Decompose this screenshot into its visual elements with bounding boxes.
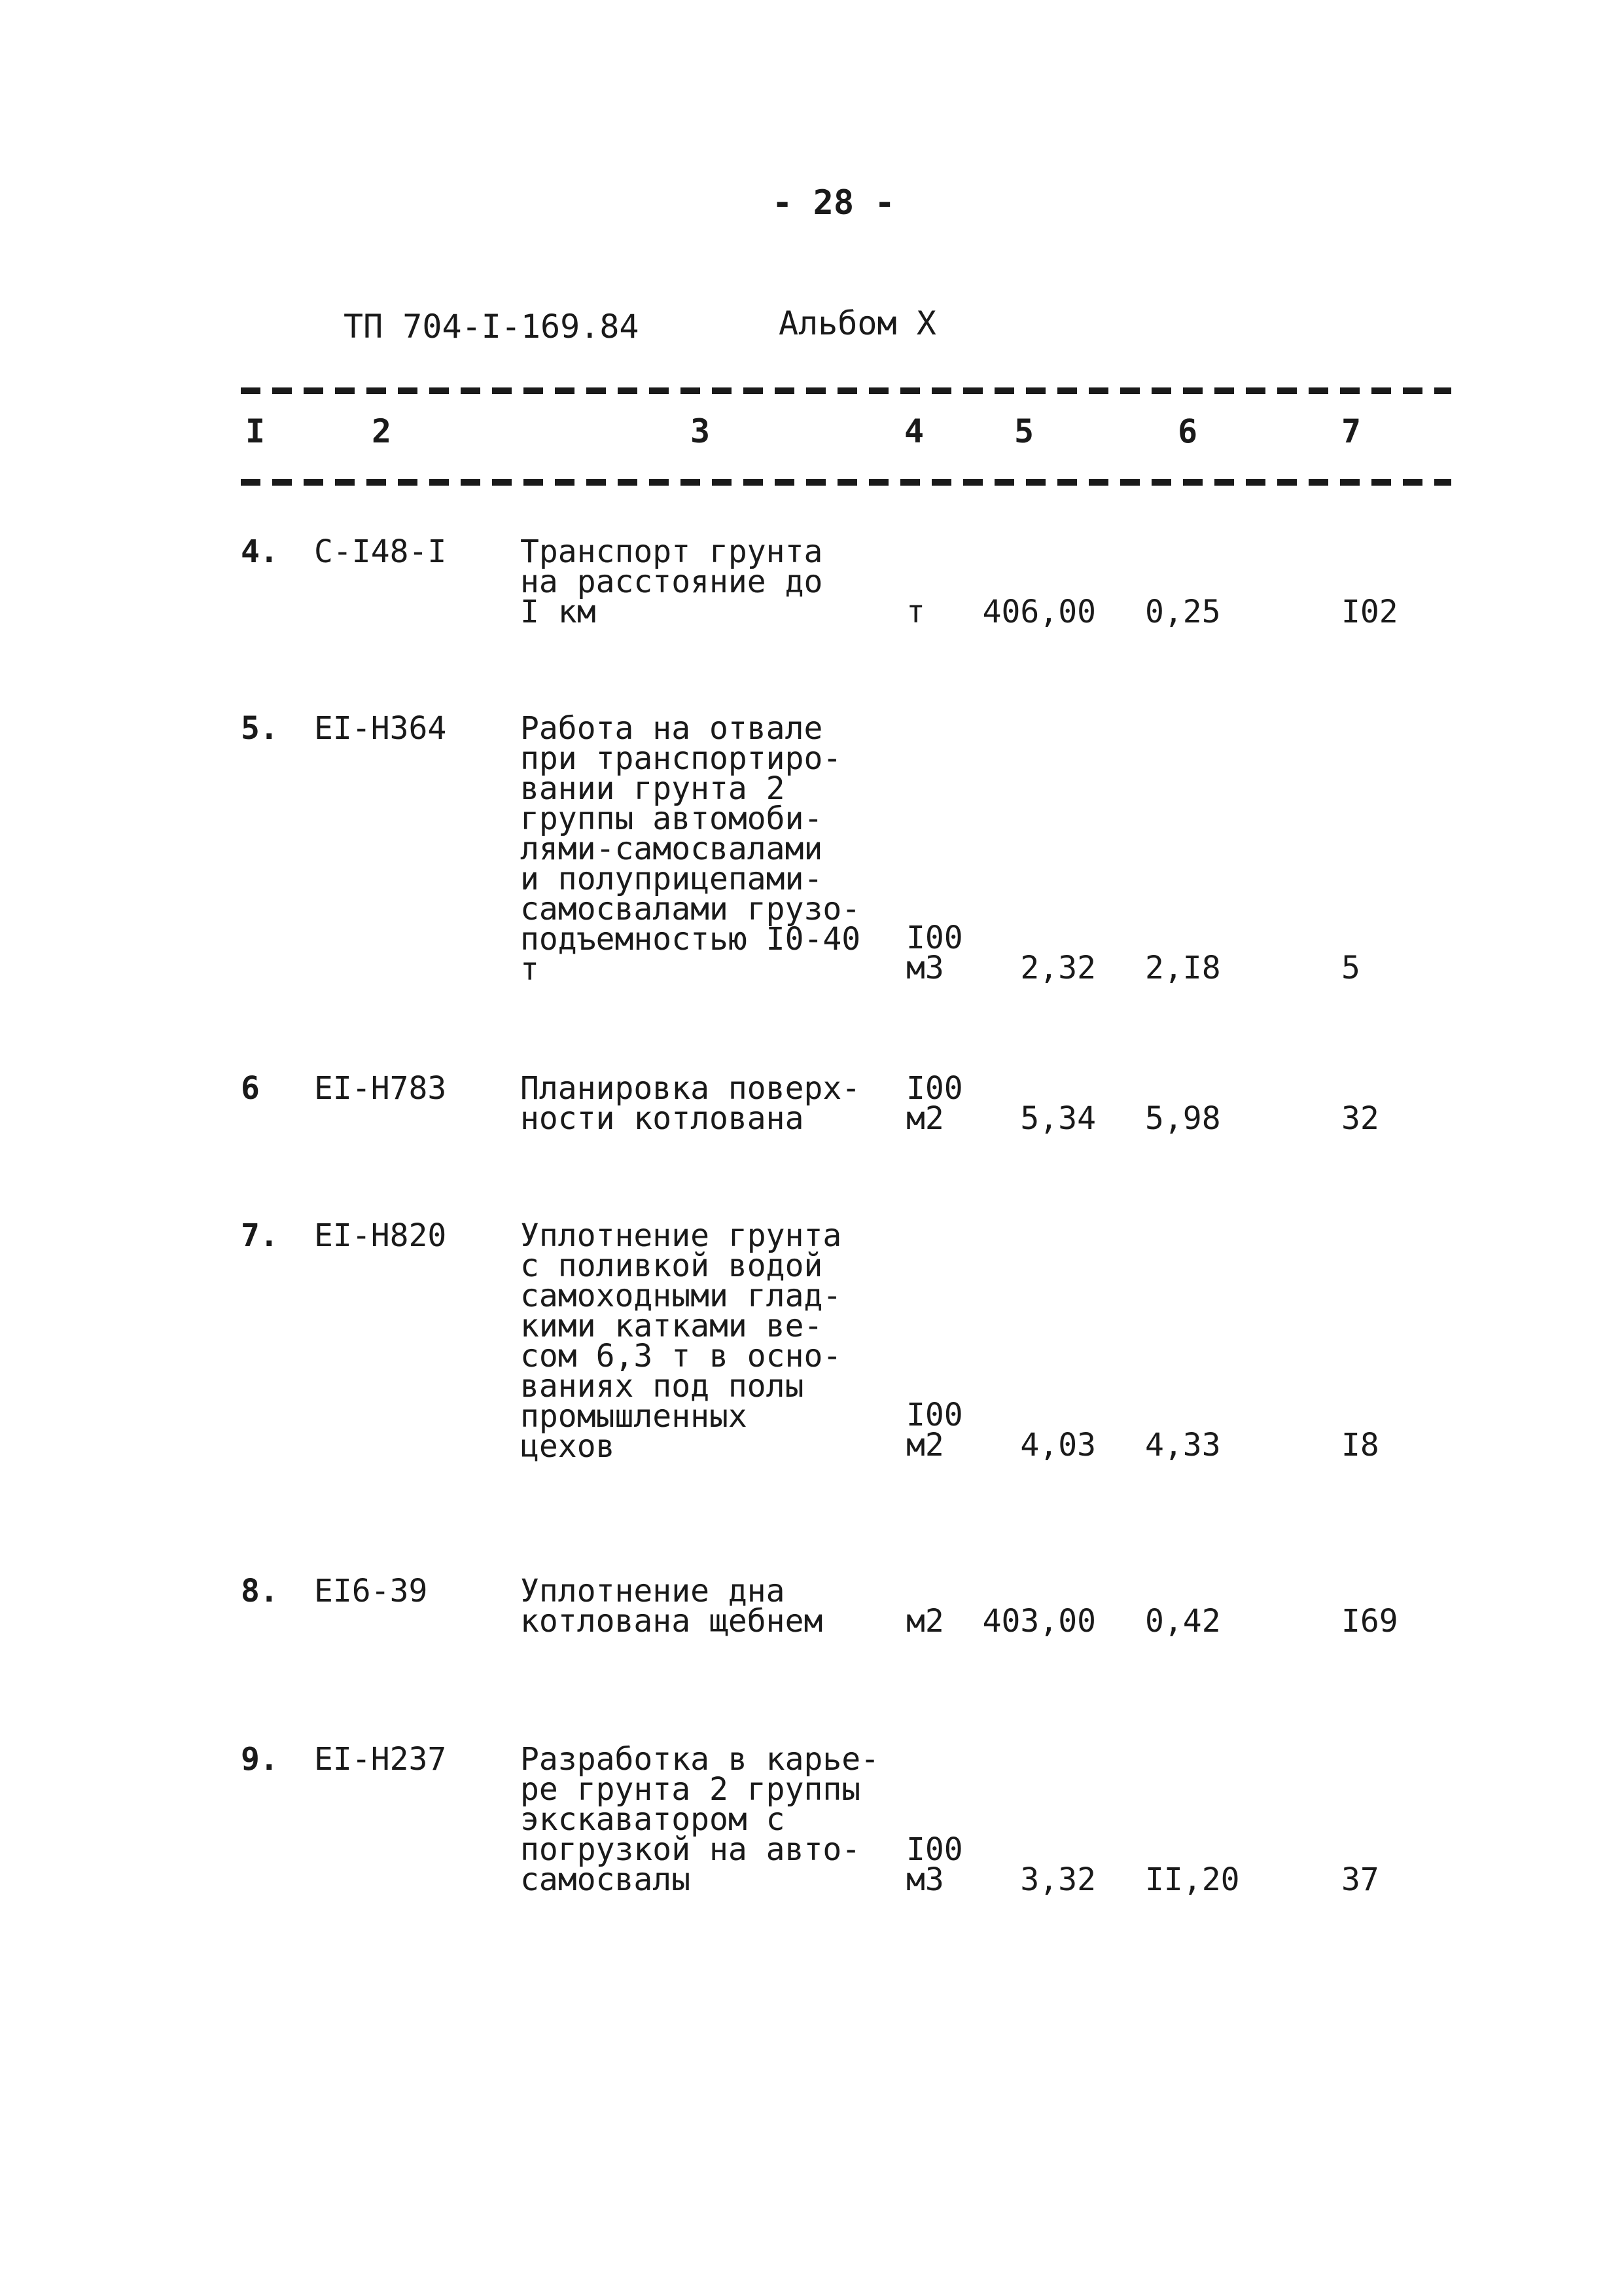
column-header-2: 2 [372, 412, 392, 450]
row-value-6: 2,I8 [1145, 950, 1221, 986]
row-number: 6 [241, 1070, 260, 1107]
row-value-7: 37 [1341, 1861, 1379, 1898]
row-code: ЕI6-39 [314, 1573, 428, 1609]
column-header-3: 3 [690, 412, 711, 450]
row-value-5: 4,03 [1020, 1427, 1096, 1463]
row-value-6: 4,33 [1145, 1427, 1221, 1463]
row-unit: т [906, 594, 925, 630]
row-code: ЕI-Н820 [314, 1217, 447, 1254]
row-description: Уплотнение грунта с поливкой водой самоходными глад- кими катками ве- сом 6,3 т в осно- ваниях под полы промышленных цехов [520, 1217, 842, 1465]
column-header-6: 6 [1178, 412, 1198, 450]
row-code: ЕI-Н783 [314, 1070, 447, 1107]
row-value-7: I02 [1341, 594, 1398, 630]
column-header-7: 7 [1341, 412, 1362, 450]
row-unit: I00 м3 [906, 1831, 963, 1898]
row-description: Работа на отвале при транспортиро- вании грунта 2 группы автомоби- лями-самосвалами и полуприцепами- самосвалами грузо- подъемностью I0-40 т [520, 710, 861, 988]
page-number: - 28 - [772, 183, 895, 223]
row-value-6: 5,98 [1145, 1100, 1221, 1137]
column-header-5: 5 [1014, 412, 1034, 450]
row-value-5: 5,34 [1020, 1100, 1096, 1137]
row-description: Разработка в карье- ре грунта 2 группы экскаватором с погрузкой на авто- самосвалы [520, 1741, 880, 1898]
row-unit: I00 м2 [906, 1070, 963, 1137]
row-code: ЕI-Н364 [314, 710, 447, 747]
row-number: 4. [241, 533, 279, 570]
row-number: 7. [241, 1217, 279, 1254]
album-label: Альбом X [779, 304, 936, 342]
row-value-6: 0,42 [1145, 1603, 1221, 1640]
header-bottom-dashed-rule [241, 479, 1451, 486]
row-unit: м2 [906, 1603, 944, 1640]
row-description: Транспорт грунта на расстояние до I км [520, 533, 823, 630]
row-value-6: 0,25 [1145, 594, 1221, 630]
row-value-5: 2,32 [1020, 950, 1096, 986]
row-value-5: 406,00 [982, 594, 1096, 630]
header-top-dashed-rule [241, 387, 1451, 394]
row-value-7: I8 [1341, 1427, 1379, 1463]
row-description: Планировка поверх- ности котлована [520, 1070, 861, 1137]
row-unit: I00 м2 [906, 1397, 963, 1463]
row-value-6: II,20 [1145, 1861, 1240, 1898]
row-code: С-I48-I [314, 533, 447, 570]
row-number: 9. [241, 1741, 279, 1778]
row-number: 5. [241, 710, 279, 747]
row-unit: I00 м3 [906, 920, 963, 986]
row-value-5: 3,32 [1020, 1861, 1096, 1898]
row-value-7: 5 [1341, 950, 1360, 986]
row-number: 8. [241, 1573, 279, 1609]
row-value-7: 32 [1341, 1100, 1379, 1137]
column-header-4: 4 [904, 412, 925, 450]
row-value-5: 403,00 [982, 1603, 1096, 1640]
column-header-1: I [245, 412, 266, 450]
row-value-7: I69 [1341, 1603, 1398, 1640]
row-description: Уплотнение дна котлована щебнем [520, 1573, 823, 1640]
row-code: ЕI-Н237 [314, 1741, 447, 1778]
document-code: ТП 704-I-169.84 [344, 308, 639, 346]
